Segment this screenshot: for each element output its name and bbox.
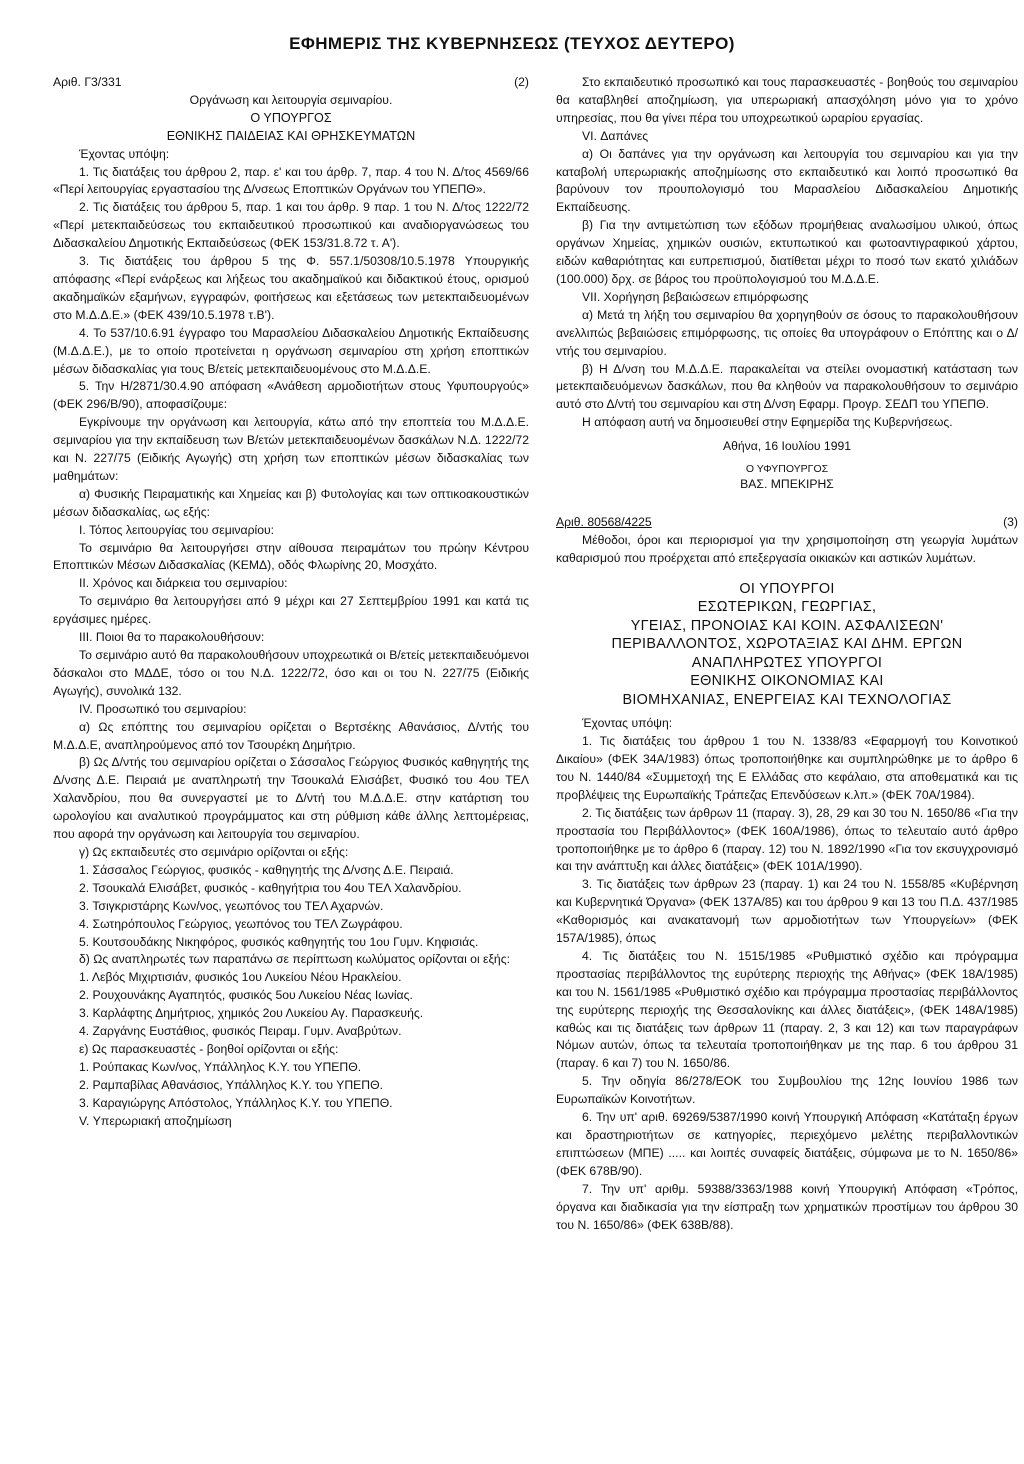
paragraph: Στο εκπαιδευτικό προσωπικό και τους παρασκευαστές - βοηθούς του σεμιναρίου θα καταβληθεί αποζημίωση, για υπερωριακή απασχόληση μόνο για το χρόνο υπηρεσίας, που θα γίνει πέρα του υποχρεωτικού ωραρίου εργασίας. <box>556 75 1018 125</box>
section-title: ΙV. Προσωπικό του σεμιναρίου: <box>79 701 247 716</box>
list-item: 4. Ζαργάνης Ευστάθιος, φυσικός Πειραμ. Γυμν. Αναβρύτων. <box>79 1024 402 1039</box>
section-title: Ι. Τόπος λειτουργίας του σεμιναρίου: <box>79 522 275 537</box>
signatory-title: Ο ΥΦΥΠΟΥΡΓΟΣ <box>745 463 829 476</box>
list-item: 2. Ραμπαβίλας Αθανάσιος, Υπάλληλος Κ.Υ. του ΥΠΕΠΘ. <box>79 1077 383 1092</box>
decision-number: Αριθ. Γ3/331 <box>53 75 122 89</box>
decision-part: (2) <box>514 75 529 89</box>
ministers-title: ΕΘΝΙΚΗΣ ΟΙΚΟΝΟΜΙΑΣ ΚΑΙ <box>690 673 884 690</box>
paragraph: Το σεμινάριο θα λειτουργήσει από 9 μέχρι και 27 Σεπτεμβρίου 1991 και κατά τις εργάσιμες ημέρες. <box>53 594 529 627</box>
section-title: V. Υπερωριακή αποζημίωση <box>79 1113 232 1128</box>
having-regard: Έχοντας υπόψη: <box>582 716 673 731</box>
decision-heading <box>556 514 1018 532</box>
paragraph: β) Η Δ/νση του Μ.Δ.Δ.Ε. παρακαλείται να στείλει ονομαστική κατάσταση των μετεκπαιδευόμενων δασκάλων, που θα κληθούν να παρακολουθήσουν το σεμινάριο αυτό στο Δ/ντή του σεμιναρίου και στη Δ/νση Εφαρμ. Προγρ. ΣΕΔΠ του ΥΠΕΠΘ. <box>556 361 1018 412</box>
paragraph: 3. Τις διατάξεις των άρθρων 23 (παραγ. 1) και 24 του Ν. 1558/85 «Κυβέρνηση και Κυβερνητικά Όργανα» (ΦΕΚ 137Α/85) και του άρθρου 9 και 13 του Π.Δ. 437/1985 «Καθορισμός και ανακατανομή των αρμοδιοτήτων των Υπουργείων» (ΦΕΚ 157Α/1985), όπως <box>556 877 1018 946</box>
paragraph: 1. Τις διατάξεις του άρθρου 2, παρ. ε' και του άρθρ. 7, παρ. 4 του Ν. Δ/τος 4569/66 «Περί λειτουργίας εργαστασίου της Δ/νσεως Εποπτικών Οργάνων του ΥΠΕΠΘ». <box>53 164 529 197</box>
decision-subject: Μέθοδοι, όροι και περιορισμοί για την χρησιμοποίηση στη γεωργία λυμάτων καθαρισμού που προέρχεται από επεξεργασία οικιακών και αστικών λυμάτων. <box>556 532 1018 565</box>
paragraph: α) Φυσικής Πειραματικής και Χημείας και β) Φυτολογίας και των οπτικοακουστικών μέσων διδασκαλίας, ως εξής: <box>53 486 529 519</box>
paragraph: 1. Τις διατάξεις του άρθρου 1 του Ν. 1338/83 «Εφαρμογή του Κοινοτικού Δικαίου» (ΦΕΚ 34Α/1983) όπως τροποποιήθηκε και συμπληρώθηκε με το άρθρο 6 του Ν. 1440/84 «Συμμετοχή της Ε Ελλάδας στο κεφάλαιο, στα αποθεματικά και τις προβλέψεις της Ευρωπαϊκής Τράπεζας Επενδύσεων κ.λπ.» (ΦΕΚ 70Α/1984). <box>556 734 1018 802</box>
paragraph: α) Ως επόπτης του σεμιναρίου ορίζεται ο Βερτσέκης Αθανάσιος, Δ/ντής του Μ.Δ.Δ.Ε, αναπληρούμενος από τον Τσουρέκη Δημήτριο. <box>53 719 529 752</box>
paragraph: 7. Την υπ' αριθμ. 59388/3363/1988 κοινή Υπουργική Απόφαση «Τρόπος, όργανα και διαδικασία για την είσπραξη των χρηματικών προστίμων του άρθρου 30 του Ν. 1650/86» (ΦΕΚ 638Β/88). <box>556 1181 1018 1232</box>
ministers-title: ΒΙΟΜΗΧΑΝΙΑΣ, ΕΝΕΡΓΕΙΑΣ ΚΑΙ ΤΕΧΝΟΛΟΓΙΑΣ <box>622 691 952 708</box>
list-item: 3. Καρλάφτης Δημήτριος, χημικός 2ου Λυκείου Αγ. Παρασκευής. <box>79 1006 424 1021</box>
right-column <box>556 74 1018 1234</box>
section-title: ΙΙ. Χρόνος και διάρκεια του σεμιναρίου: <box>79 576 288 591</box>
decision-part: (3) <box>1003 514 1018 529</box>
paragraph: 3. Τις διατάξεις του άρθρου 5 της Φ. 557.1/50308/10.5.1978 Υπουργικής απόφασης «Περί ενάρξεως και λήξεως του ακαδημαϊκού και διδακτικού έτους, ορισμού ακαδημαϊκών εξαμήνων, εγγραφών, φοιτήσεως και εξετάσεως των μετεκπαιδευομένων στο Μ.Δ.Δ.Ε.» (ΦΕΚ 439/10.5.1978 τ.Β'). <box>53 254 529 322</box>
paragraph: δ) Ως αναπληρωτές των παραπάνω σε περίπτωση κωλύματος ορίζονται οι εξής: <box>79 952 510 967</box>
ministers-title: ΕΣΩΤΕΡΙΚΩΝ, ΓΕΩΡΓΙΑΣ, <box>697 599 877 616</box>
decision-subject: Οργάνωση και λειτουργία σεμιναρίου. <box>189 92 393 107</box>
list-item: 4. Σωτηρόπουλος Γεώργιος, γεωπόνος του ΤΕΛ Ζωγράφου. <box>79 916 403 931</box>
paragraph: 6. Την υπ' αριθ. 69269/5387/1990 κοινή Υπουργική Απόφαση «Κατάταξη έργων και δραστηριοτήτων σε κατηγορίες, περιεχόμενο μελέτης περιβαλλοντικών επιπτώσεων (ΜΠΕ) ..... και λοιπές συναφείς διατάξεις, σύμφωνα με το Ν. 1650/86» (ΦΕΚ 678Β/90). <box>556 1110 1018 1178</box>
list-item: 2. Τσουκαλά Ελισάβετ, φυσικός - καθηγήτρια του 4ου ΤΕΛ Χαλανδρίου. <box>79 880 462 895</box>
list-item: 3. Καραγιώργης Απόστολος, Υπάλληλος Κ.Υ. του ΥΠΕΠΘ. <box>79 1095 393 1110</box>
left-column <box>53 74 529 1130</box>
section-title: VI. Δαπάνες <box>582 128 649 143</box>
having-regard: Έχοντας υπόψη: <box>79 146 170 161</box>
paragraph: β) Για την αντιμετώπιση των εξόδων προμήθειας αναλωσίμου υλικού, όπως οργάνων Χημείας, χημικών ουσιών, εκτυπωτικού και φωτοαντιγραφικού χάρτου, ειδών καθαριότητας και ευπρεπισμού, διατίθεται μέχρι το ποσό των εκατό χιλιάδων (100.000) δρχ. σε βάρος του προϋπολογισμού του Μ.Δ.Δ.Ε. <box>556 218 1018 286</box>
section-title: ΙΙΙ. Ποιοι θα το παρακολουθήσουν: <box>79 630 265 645</box>
paragraph: 4. Τις διατάξεις του Ν. 1515/1985 «Ρυθμιστικό σχέδιο και πρόγραμμα προστασίας περιβάλλοντος της ευρύτερης περιοχής της Αθήνας» (ΦΕΚ 18Α/1985) και του Ν. 1561/1985 «Ρυθμιστικό σχέδιο και πρόγραμμα προστασίας περιβάλλοντος της ευρύτερης περιοχής της Θεσσαλονίκης και άλλες διατάξεις», (ΦΕΚ 148Α/1985) καθώς και τις διατάξεις των άρθρων 11 (παραγ. 2, 3 και 12) και των παραγράφων Νόμων αυτών, όπως τα τελευταία τροποποιήθηκαν με της παρ. 6 του άρθρου 31 (παραγ. 6 και 7) του Ν. 1650/86. <box>556 948 1018 1071</box>
paragraph: 5. Την οδηγία 86/278/ΕΟΚ του Συμβουλίου της 12ης Ιουνίου 1986 των Ευρωπαϊκών Κοινοτήτων. <box>556 1074 1018 1107</box>
ministers-title: ΠΕΡΙΒΑΛΛΟΝΤΟΣ, ΧΩΡΟΤΑΞΙΑΣ ΚΑΙ ΔΗΜ. ΕΡΓΩΝ <box>611 636 963 653</box>
paragraph: Η απόφαση αυτή να δημοσιευθεί στην Εφημερίδα της Κυβερνήσεως. <box>582 415 953 430</box>
signatory-name: ΒΑΣ. ΜΠΕΚΙΡΗΣ <box>740 477 834 492</box>
list-item: 5. Κουτσουδάκης Νικηφόρος, φυσικός καθηγητής του 1ου Γυμν. Κηφισιάς. <box>79 934 479 949</box>
paragraph: ε) Ως παρασκευαστές - βοηθοί ορίζονται οι εξής: <box>79 1041 339 1056</box>
list-item: 3. Τσιγκριστάρης Κων/νος, γεωπόνος του ΤΕΛ Αχαρνών. <box>79 898 384 913</box>
section-title: VII. Χορήγηση βεβαιώσεων επιμόρφωσης <box>582 289 809 304</box>
minister-title: Ο ΥΠΟΥΡΓΟΣ <box>250 110 332 125</box>
paragraph: 5. Την Η/2871/30.4.90 απόφαση «Ανάθεση αρμοδιοτήτων στους Υφυπουργούς» (ΦΕΚ 296/Β/90), αποφασίζουμε: <box>53 379 529 412</box>
paragraph: Το σεμινάριο αυτό θα παρακολουθήσουν υποχρεωτικά οι Β/ετείς μετεκπαιδευόμενοι δάσκαλοι στο ΜΔΔΕ, τόσο οι του Ν.Δ. 1222/72, όσο και οι του Ν. 227/75 (Ειδικής Αγωγής), συνολικά 132. <box>53 648 529 698</box>
paragraph: Εγκρίνουμε την οργάνωση και λειτουργία, κάτω από την εποπτεία του Μ.Δ.Δ.Ε. σεμιναρίου για την εκπαίδευση των Β/ετών μετεκπαιδευομένων δασκάλων Ν.Δ. 1222/72 και Ν. 227/75 (Ειδικής Αγωγής) στη χρήση των εποπτικών μέσων διδασκαλίας των μαθημάτων: <box>53 415 529 483</box>
paragraph: α) Μετά τη λήξη του σεμιναρίου θα χορηγηθούν σε όσους το παρακολουθήσουν ανελλιπώς βεβαιώσεις επιμόρφωσης, τις οποίες θα υπογράφουν ο Επόπτης και ο Δ/ντής του σεμιναρίου. <box>556 307 1018 358</box>
list-item: 1. Ρούπακας Κων/νος, Υπάλληλος Κ.Υ. του ΥΠΕΠΘ. <box>79 1059 362 1074</box>
paragraph: 2. Τις διατάξεις των άρθρων 11 (παραγ. 3), 28, 29 και 30 του Ν. 1650/86 «Για την προστασία του Περιβάλλοντος» (ΦΕΚ 160Α/1986), όπως το τελευταίο αυτό άρθρο τροποποιήθηκε με το άρθρο 6 (παραγ. 12) του Ν. 1892/1990 «Για τον εκσυγχρονισμό και την ανάπτυξη και άλλες διατάξεις» (ΦΕΚ 101Α/1990). <box>556 805 1018 874</box>
ministers-title: ΥΓΕΙΑΣ, ΠΡΟΝΟΙΑΣ ΚΑΙ ΚΟΙΝ. ΑΣΦΑΛΙΣΕΩΝ' <box>630 617 944 634</box>
list-item: 1. Σάσσαλος Γεώργιος, φυσικός - καθηγητής της Δ/νσης Δ.Ε. Πειραιά. <box>79 862 454 877</box>
ministers-title: ΟΙ ΥΠΟΥΡΓΟΙ <box>739 580 835 597</box>
list-item: 2. Ρουχουνάκης Αγαπητός, φυσικός 5ου Λυκείου Νέας Ιωνίας. <box>79 988 413 1003</box>
ministry-name: ΕΘΝΙΚΗΣ ΠΑΙΔΕΙΑΣ ΚΑΙ ΘΡΗΣΚΕΥΜΑΤΩΝ <box>166 128 416 143</box>
paragraph: γ) Ως εκπαιδευτές στο σεμινάριο ορίζονται οι εξής: <box>79 844 349 859</box>
paragraph: β) Ως Δ/ντής του σεμιναρίου ορίζεται ο Σάσσαλος Γεώργιος Φυσικός καθηγητής της Δ/νσης Δ.Ε. Πειραιά με αναπληρωτή την Τσουκαλά Ελισάβετ, Φυσικό του 4ου ΤΕΛ Χαλανδρίου, που θα συνεργαστεί με το Δ/ντή του Μ.Δ.Δ.Ε. στην κατάρτιση του ωρολογίου και αναλυτικού προγράμματος και στη ρύθμιση κάθε άλλης λεπτομέρειας, που αφορά την οργάνωση και λειτουργία του σεμιναρίου. <box>53 755 529 842</box>
decision-heading <box>53 74 529 92</box>
paragraph: Το σεμινάριο θα λειτουργήσει στην αίθουσα πειραμάτων του πρώην Κέντρου Εποπτικών Μέσων Διδασκαλίας (ΚΕΜΔ), οδός Φλωρίνης 20, Μοσχάτο. <box>53 540 529 573</box>
gazette-header: ΕΦΗΜΕΡΙΣ ΤΗΣ ΚΥΒΕΡΝΗΣΕΩΣ (ΤΕΥΧΟΣ ΔΕΥΤΕΡΟ) <box>289 34 735 53</box>
decision-number: Αριθ. 80568/4225 <box>556 514 652 529</box>
signature-date: Αθήνα, 16 Ιουλίου 1991 <box>722 439 852 454</box>
ministers-title: ΑΝΑΠΛΗΡΩΤΕΣ ΥΠΟΥΡΓΟΙ <box>691 654 883 671</box>
paragraph: 4. Το 537/10.6.91 έγγραφο του Μαρασλείου Διδασκαλείου Δημοτικής Εκπαίδευσης (Μ.Δ.Δ.Ε.), με το οποίο προτείνεται η οργάνωση σεμιναρίου στη χρήση εποπτικών μέσων διδασκαλίας για τους Β/ετείς μετεκπαιδευομένους στο Μ.Δ.Δ.Ε. <box>53 325 529 376</box>
paragraph: 2. Τις διατάξεις του άρθρου 5, παρ. 1 και του άρθρ. 9 παρ. 1 του Ν. Δ/τος 1222/72 «Περί μετεκπαιδεύσεως του εκπαιδευτικού προσωπικού και αναδιοργανώσεως του Διδασκαλείου Δημοτικής Εκπαιδεύσεως (ΦΕΚ 153/31.8.72 τ. Α'). <box>53 200 529 251</box>
paragraph: α) Οι δαπάνες για την οργάνωση και λειτουργία του σεμιναρίου και για την καταβολή υπερωριακής αποζημίωσης στο εκπαιδευτικό και λοιπό προσωπικό θα βαρύνουν τον προυπολογισμό του Μαρασλείου Διδασκαλείου Δημοτικής Εκπαίδευσης. <box>556 146 1018 215</box>
list-item: 1. Λεβός Μιχιρτισιάν, φυσικός 1ου Λυκείου Νέου Ηρακλείου. <box>79 970 402 985</box>
